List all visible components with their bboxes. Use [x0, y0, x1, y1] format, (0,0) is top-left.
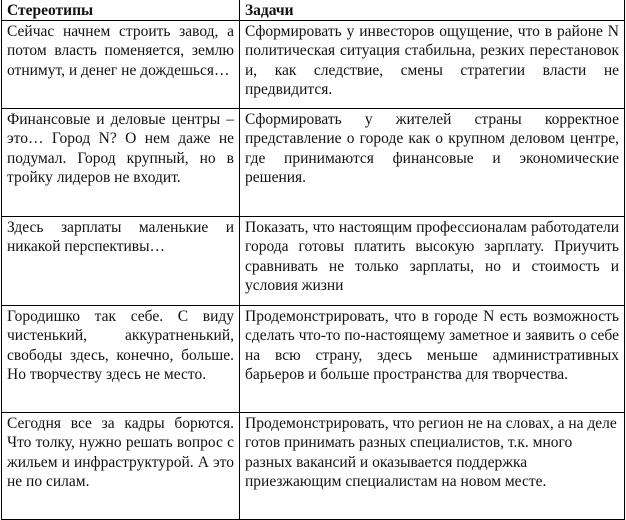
stereotype-cell: Сейчас начнем строить завод, а потом власть поменяется, землю отнимут, и денег не дождешься… — [2, 21, 240, 109]
header-row — [2, 0, 625, 21]
task-cell: Продемонстрировать, что регион не на словах, а на деле готов принимать разных специалистов, т.к. много разных вакансий и оказывается поддержка приезжающим специалистам на новом месте. — [240, 413, 625, 520]
stereotype-cell: Городишко так себе. С виду чистенький, аккуратненький, свободы здесь, конечно, больше. Но творчеству здесь не место. — [2, 306, 240, 413]
stereotype-cell: Сегодня все за кадры борются. Что толку, нужно решать вопрос с жильем и инфраструктурой. А это не по силам. — [2, 413, 240, 520]
task-cell: Показать, что настоящим профессионалам работодатели города готовы платить высокую зарплату. Приучить сравнивать не только зарплаты, но и стоимость и условия жизни — [240, 217, 625, 306]
header-tasks: Задачи — [240, 0, 625, 21]
task-cell: Сформировать у инвесторов ощущение, что в районе N политическая ситуация стабильна, резких перестановок и, как следствие, смены стратегии власти не предвидится. — [240, 21, 625, 109]
header-stereotypes: Стереотипы — [2, 0, 240, 21]
stereotype-cell: Финансовые и деловые центры – это… Город N? О нем даже не подумал. Город крупный, но в тройку лидеров не входит. — [2, 109, 240, 217]
table-row — [2, 109, 625, 217]
table-row — [2, 21, 625, 109]
table-row — [2, 217, 625, 306]
stereotype-cell: Здесь зарплаты маленькие и никакой перспективы… — [2, 217, 240, 306]
task-cell: Сформировать у жителей страны корректное представление о городе как о крупном деловом центре, где принимаются финансовые и экономические решения. — [240, 109, 625, 217]
table-row — [2, 306, 625, 413]
stereotypes-tasks-table — [1, 0, 625, 520]
task-cell: Продемонстрировать, что в городе N есть возможность сделать что-то по-настоящему заметное и заявить о себе на всю страну, здесь меньше административных барьеров и больше пространства для творчества. — [240, 306, 625, 413]
table-row — [2, 413, 625, 520]
